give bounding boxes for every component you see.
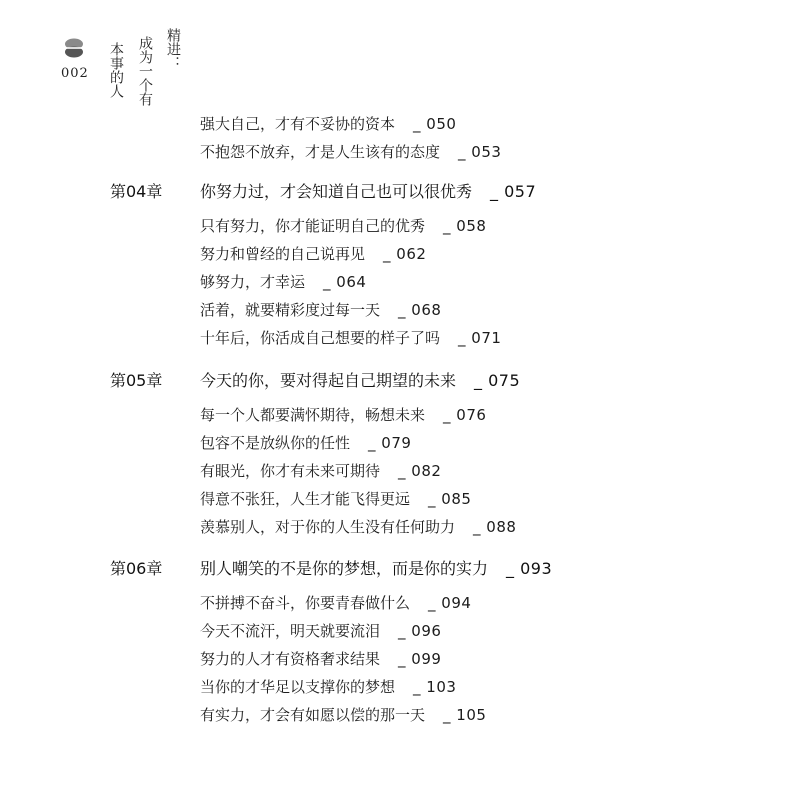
section-title: 不抱怨不放弃，才是人生该有的态度: [200, 143, 441, 161]
toc-section[interactable]: [200, 432, 411, 453]
section-title: 包容不是放纵你的任性: [200, 434, 351, 452]
page-number: 002: [61, 66, 89, 81]
chapter-label: 第05章: [110, 371, 163, 390]
section-page: _ 096: [398, 622, 442, 640]
toc-section[interactable]: [200, 271, 366, 292]
toc-section[interactable]: [200, 215, 486, 236]
section-page: _ 076: [443, 406, 487, 424]
section-title: 努力和曾经的自己说再见: [200, 245, 366, 263]
section-title: 不拼搏不奋斗，你要青春做什么: [200, 594, 411, 612]
section-title: 得意不张狂，人生才能飞得更远: [200, 490, 411, 508]
section-title: 有眼光，你才有未来可期待: [200, 462, 381, 480]
section-page: _ 053: [458, 143, 502, 161]
section-title: 强大自己，才有不妥协的资本: [200, 115, 396, 133]
section-title: 当你的才华足以支撑你的梦想: [200, 678, 396, 696]
section-page: _ 094: [428, 594, 472, 612]
section-page: _ 079: [368, 434, 412, 452]
section-title: 今天不流汗，明天就要流泪: [200, 622, 381, 640]
toc-section[interactable]: [200, 648, 441, 669]
chapter-title-wrap: [200, 179, 536, 202]
section-page: _ 071: [458, 329, 502, 347]
chapter-title: 你努力过，才会知道自己也可以很优秀: [200, 182, 473, 201]
section-title: 只有努力，你才能证明自己的优秀: [200, 217, 426, 235]
chapter-page: _ 057: [490, 182, 537, 201]
section-title: 有实力，才会有如愿以偿的那一天: [200, 706, 426, 724]
toc-section[interactable]: [200, 299, 441, 320]
toc-section[interactable]: [200, 704, 486, 725]
section-title: 羡慕别人，对于你的人生没有任何助力: [200, 518, 456, 536]
toc-section[interactable]: [200, 404, 486, 425]
section-page: _ 103: [413, 678, 457, 696]
chapter-page: _ 093: [506, 559, 553, 578]
section-page: _ 062: [383, 245, 427, 263]
section-page: _ 085: [428, 490, 472, 508]
chapter-page: _ 075: [474, 371, 521, 390]
toc-section[interactable]: [200, 327, 501, 348]
section-page: _ 099: [398, 650, 442, 668]
section-page: _ 088: [473, 518, 517, 536]
section-page: _ 050: [413, 115, 457, 133]
chapter-label: 第06章: [110, 559, 163, 578]
toc-section[interactable]: [200, 592, 471, 613]
running-title-line-2: 成为一个有: [137, 36, 153, 106]
section-page: _ 064: [323, 273, 367, 291]
toc-section[interactable]: [200, 141, 501, 162]
chapter-title-wrap: [200, 556, 552, 579]
section-page: _ 082: [398, 462, 442, 480]
chapter-title: 别人嘲笑的不是你的梦想，而是你的实力: [200, 559, 489, 578]
toc-section[interactable]: [200, 243, 426, 264]
section-title: 每一个人都要满怀期待，畅想未来: [200, 406, 426, 424]
section-page: _ 105: [443, 706, 487, 724]
section-title: 够努力，才幸运: [200, 273, 306, 291]
chapter-label: 第04章: [110, 182, 163, 201]
section-page: _ 058: [443, 217, 487, 235]
toc-section[interactable]: [200, 460, 441, 481]
toc-section[interactable]: [200, 113, 456, 134]
section-title: 努力的人才有资格奢求结果: [200, 650, 381, 668]
chapter-title-wrap: [200, 368, 520, 391]
toc-section[interactable]: [200, 676, 456, 697]
toc-section[interactable]: [200, 516, 516, 537]
chapter-title: 今天的你，要对得起自己期望的未来: [200, 371, 457, 390]
toc-section[interactable]: [200, 620, 441, 641]
section-title: 十年后，你活成自己想要的样子了吗: [200, 329, 441, 347]
toc-section[interactable]: [200, 488, 471, 509]
section-title: 活着，就要精彩度过每一天: [200, 301, 381, 319]
section-page: _ 068: [398, 301, 442, 319]
running-title-line-3: 本事的人: [108, 42, 124, 98]
running-title-line-1: 精进：: [165, 28, 181, 70]
